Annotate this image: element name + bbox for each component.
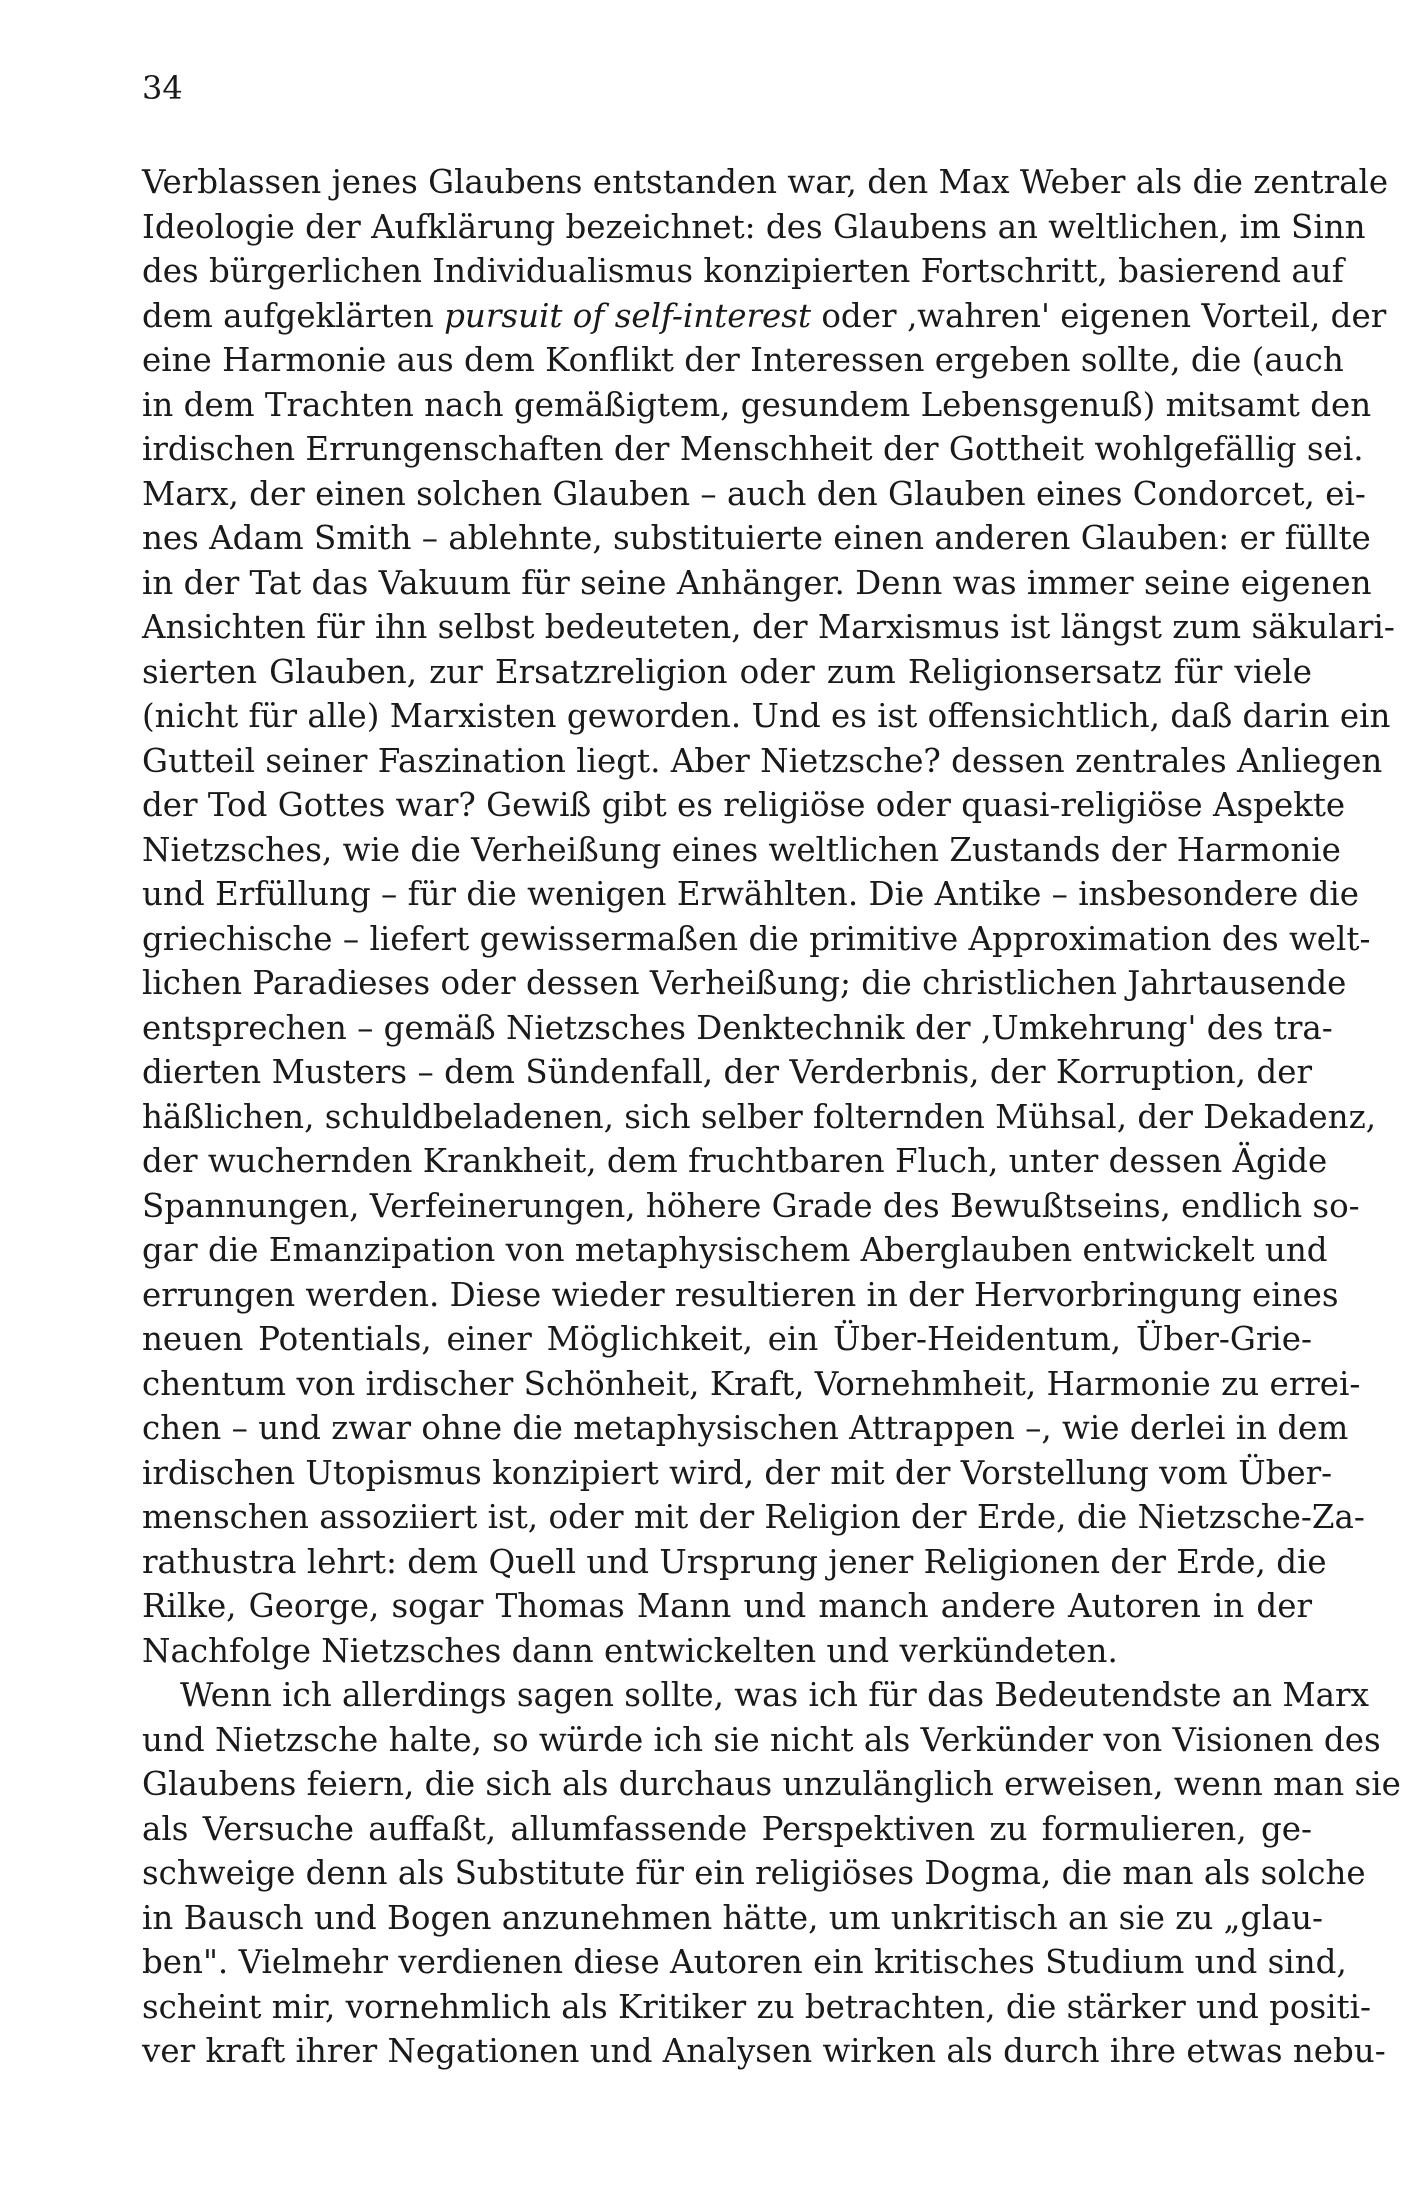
text-line: gar die Emanzipation von metaphysischem Aberglauben entwickelt und (142, 1231, 1328, 1269)
text-line: menschen assoziiert ist, oder mit der Religion der Erde, die Nietzsche-Za- (142, 1498, 1365, 1536)
text-line: Verblassen jenes Glaubens entstanden war, den Max Weber als die zentrale (142, 163, 1389, 201)
text-line: rathustra lehrt: dem Quell und Ursprung jener Religionen der Erde, die (142, 1542, 1327, 1581)
text-line: scheint mir, vornehmlich als Kritiker zu betrachten, die stärker und positi- (142, 1987, 1371, 2026)
text-line: lichen Paradieses oder dessen Verheißung; die christlichen Jahrtausende (142, 964, 1347, 1002)
text-line: nes Adam Smith – ablehnte, substituierte einen anderen Glauben: er füllte (142, 519, 1371, 557)
text-line: in dem Trachten nach gemäßigtem, gesundem Lebensgenuß) mitsamt den (142, 385, 1372, 424)
text-line: in Bausch und Bogen anzunehmen hätte, um unkritisch an sie zu „glau- (142, 1898, 1323, 1937)
text-line: irdischen Utopismus konzipiert wird, der mit der Vorstellung vom Über- (142, 1453, 1333, 1492)
text-line: Ideologie der Aufklärung bezeichnet: des Glaubens an weltlichen, im Sinn (142, 207, 1366, 246)
paragraph (142, 160, 1395, 1673)
text-line: dierten Musters – dem Sündenfall, der Verderbnis, der Korruption, der (142, 1053, 1312, 1091)
text-line: Nietzsches, wie die Verheißung eines weltlichen Zustands der Harmonie (142, 830, 1341, 869)
text-line: des bürgerlichen Individualismus konzipierten Fortschritt, basierend auf (142, 252, 1344, 290)
body-text (142, 160, 1401, 2074)
italic-phrase: pursuit of self-interest (444, 296, 812, 335)
text-line: in der Tat das Vakuum für seine Anhänger. Denn was immer seine eigenen (142, 563, 1372, 602)
text-line: (nicht für alle) Marxisten geworden. Und es ist offensichtlich, daß darin ein (142, 697, 1391, 735)
paragraph (142, 1673, 1401, 2074)
text-line: Nachfolge Nietzsches dann entwickelten und verkündeten. (142, 1631, 1118, 1670)
text-line: Ansichten für ihn selbst bedeuteten, der Marxismus ist längst zum säkulari- (142, 608, 1395, 646)
text-line: Rilke, George, sogar Thomas Mann und manch andere Autoren in der (142, 1587, 1312, 1625)
text-line: und Nietzsche halte, so würde ich sie nicht als Verkünder von Visionen des (142, 1720, 1381, 1759)
text-line: der Tod Gottes war? Gewiß gibt es religiöse oder quasi-religiöse Aspekte (142, 786, 1346, 824)
page-number: 34 (142, 69, 183, 107)
text-line: Marx, der einen solchen Glauben – auch den Glauben eines Condorcet, ei- (142, 474, 1366, 513)
text-line: errungen werden. Diese wieder resultieren in der Hervorbringung eines (142, 1275, 1339, 1314)
text-line: ben". Vielmehr verdienen diese Autoren ein kritisches Studium und sind, (142, 1943, 1347, 1981)
text-line: sierten Glauben, zur Ersatzreligion oder zum Religionsersatz für viele (142, 652, 1312, 691)
text-line: Gutteil seiner Faszination liegt. Aber Nietzsche? dessen zentrales Anliegen (142, 741, 1383, 780)
text-line: entsprechen – gemäß Nietzsches Denktechnik der ‚Umkehrung' des tra- (142, 1008, 1333, 1047)
text-line: neuen Potentials, einer Möglichkeit, ein Über-Heidentum, Über-Grie- (142, 1320, 1312, 1358)
text-line: dem aufgeklärten pursuit of self-interest oder ‚wahren' eigenen Vorteil, der (142, 296, 1387, 335)
text-line: Glaubens feiern, die sich als durchaus unzulänglich erweisen, wenn man sie (142, 1765, 1401, 1803)
text-line: als Versuche auffaßt, allumfassende Perspektiven zu formulieren, ge- (142, 1809, 1312, 1848)
text-line: und Erfüllung – für die wenigen Erwählten. Die Antike – insbesondere die (142, 875, 1360, 913)
text-line: chentum von irdischer Schönheit, Kraft, Vornehmheit, Harmonie zu errei- (142, 1364, 1361, 1403)
text-line: griechische – liefert gewissermaßen die primitive Approximation des welt- (142, 919, 1371, 958)
text-line: der wuchernden Krankheit, dem fruchtbaren Fluch, unter dessen Ägide (142, 1142, 1328, 1180)
text-line: Wenn ich allerdings sagen sollte, was ich für das Bedeutendste an Marx (180, 1676, 1369, 1714)
text-line: Spannungen, Verfeinerungen, höhere Grade des Bewußtseins, endlich so- (142, 1186, 1360, 1225)
text-line: chen – und zwar ohne die metaphysischen Attrappen –, wie derlei in dem (142, 1409, 1349, 1447)
text-line: irdischen Errungenschaften der Menschheit der Gottheit wohlgefällig sei. (142, 430, 1364, 468)
text-line: häßlichen, schuldbeladenen, sich selber folternden Mühsal, der Dekadenz, (142, 1097, 1377, 1136)
text-line: schweige denn als Substitute für ein religiöses Dogma, die man als solche (142, 1854, 1366, 1892)
text-line: eine Harmonie aus dem Konflikt der Interessen ergeben sollte, die (auch (142, 341, 1344, 379)
text-line: ver kraft ihrer Negationen und Analysen wirken als durch ihre etwas nebu- (142, 2032, 1386, 2070)
